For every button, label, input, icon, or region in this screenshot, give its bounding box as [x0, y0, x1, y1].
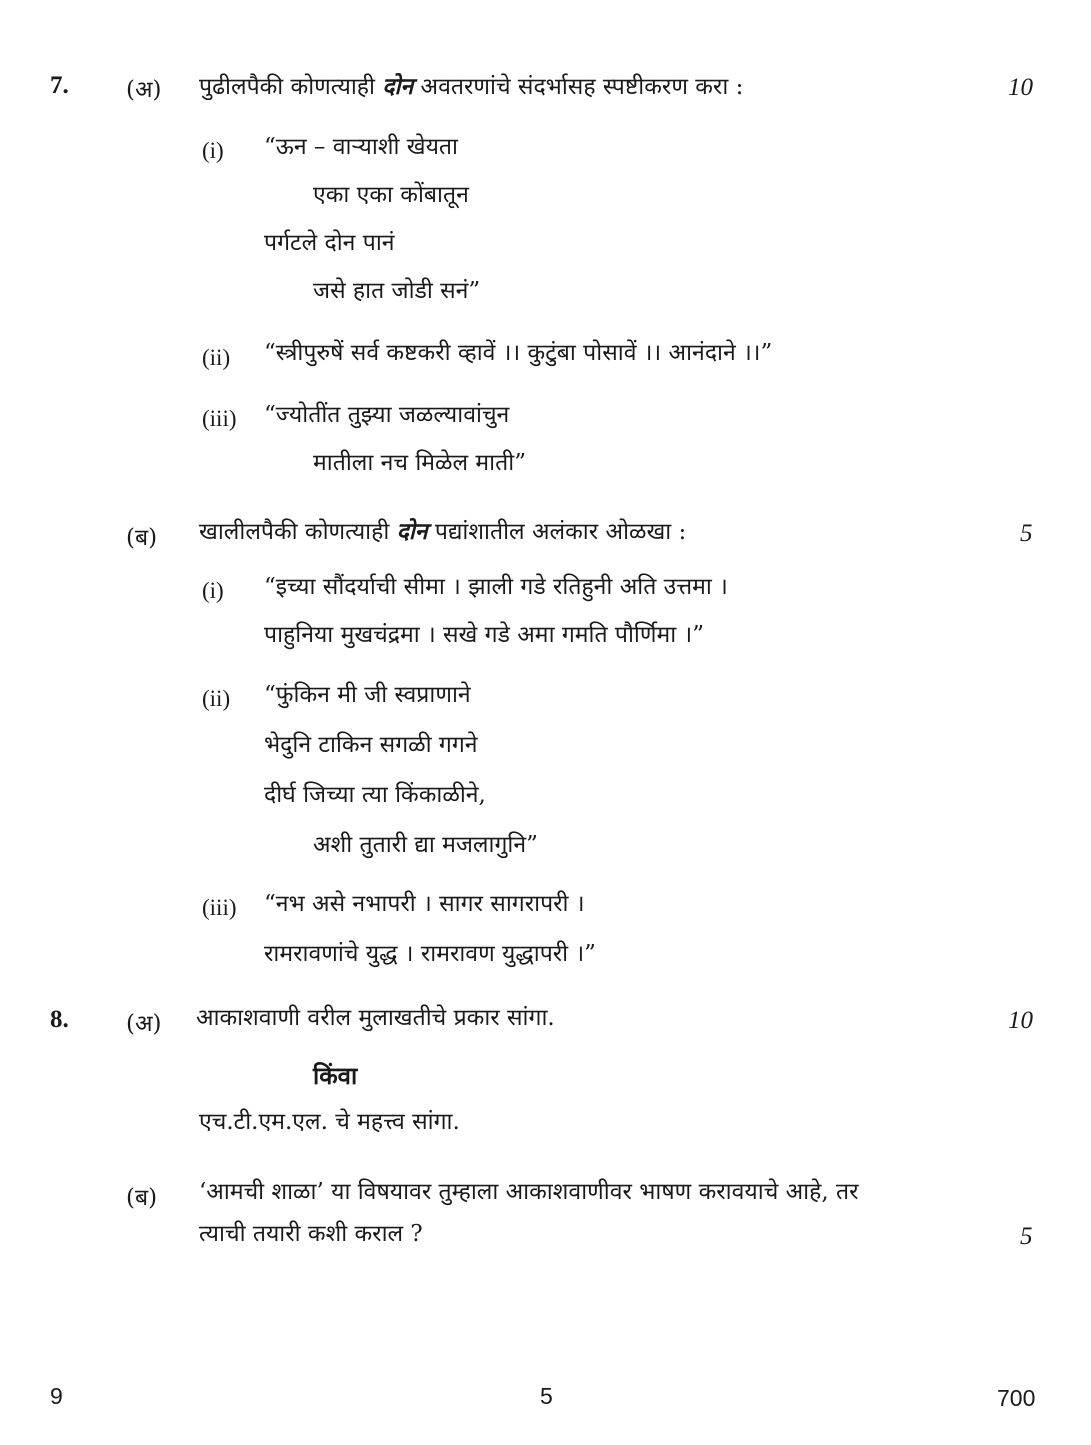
q7a-item-3-label: (iii) — [202, 406, 237, 431]
q7a-text-before: पुढीलपैकी कोणत्याही — [199, 74, 375, 100]
q7a-item-1-line-3: पर्गटले दोन पानं — [264, 230, 395, 256]
q7a-item-2-label: (ii) — [202, 345, 231, 370]
q7b-text-before: खालीलपैकी कोणत्याही — [199, 519, 390, 545]
q7a-item-3-line-1: “ज्योतींत तुझ्या जळल्यावांचुन — [264, 402, 510, 428]
q7b-item-1-line-2: पाहुनिया मुखचंद्रमा । सखे गडे अमा गमति पौर्णिमा ।” — [264, 622, 705, 648]
q8-part-a-question: आकाशवाणी वरील मुलाखतीचे प्रकार सांगा. — [196, 1005, 555, 1031]
q7b-emphasis: दोन — [396, 518, 428, 545]
q7-part-a-marks: 10 — [1008, 74, 1033, 101]
q7a-item-1-line-1: “ऊन – वाऱ्याशी खेयता — [264, 134, 458, 160]
q7b-item-2-label: (ii) — [202, 686, 231, 711]
q7a-item-3-line-2: मातीला नच मिळेल माती” — [313, 450, 526, 476]
q8-part-a-label: (अ) — [126, 1011, 162, 1037]
q7-part-b-instruction — [199, 520, 686, 544]
q7a-item-1-line-2: एका एका कोंबातून — [313, 182, 469, 208]
q7-part-a-instruction — [199, 75, 743, 99]
q7a-item-1-line-4: जसे हात जोडी सनं” — [313, 278, 481, 304]
footer-right-code: 700 — [997, 1385, 1036, 1411]
q7a-emphasis: दोन — [382, 73, 414, 100]
q8-part-a-marks: 10 — [1008, 1007, 1033, 1034]
q7b-item-1-line-1: “इच्या सौंदर्याची सीमा । झाली गडे रतिहुनी अति उत्तमा । — [264, 574, 728, 600]
q7b-item-2-line-1: “फुंकिन मी जी स्वप्राणाने — [264, 682, 471, 708]
q7b-item-2-line-2: भेदुनि टाकिन सगळी गगने — [264, 732, 478, 758]
q7b-text-after: पद्यांशातील अलंकार ओळखा : — [434, 519, 687, 545]
q7b-item-3-line-2: रामरावणांचे युद्ध । रामरावण युद्धापरी ।” — [264, 941, 596, 967]
question-8-number: 8. — [50, 1006, 69, 1033]
q7a-item-2-line-1: “स्त्रीपुरुषें सर्व कष्टकरी व्हावें ।। कुटुंबा पोसावें ।। आनंदाने ।।” — [264, 340, 773, 366]
q7a-text-after: अवतरणांचे संदर्भासह स्पष्टीकरण करा : — [420, 74, 744, 100]
q8-part-b-line-2: त्याची तयारी कशी कराल ? — [199, 1221, 423, 1247]
q7-part-b-label: (ब) — [126, 525, 158, 551]
q8-part-b-marks: 5 — [1020, 1223, 1033, 1250]
q8-part-b-label: (ब) — [126, 1185, 158, 1211]
q7b-item-3-label: (iii) — [202, 895, 237, 920]
q7-part-a-label: (अ) — [126, 77, 162, 103]
footer-left-code: 9 — [50, 1383, 63, 1409]
question-7-number: 7. — [50, 72, 69, 99]
page-number: 5 — [540, 1383, 553, 1409]
q7b-item-2-line-3: दीर्घ जिच्या त्या किंकाळीने, — [264, 782, 486, 808]
q7b-item-3-line-1: “नभ असे नभापरी । सागर सागरापरी । — [264, 891, 585, 917]
q7a-item-1-label: (i) — [202, 138, 224, 163]
q7-part-b-marks: 5 — [1020, 520, 1033, 547]
q8-part-a-alternate: एच.टी.एम.एल. चे महत्त्व सांगा. — [199, 1109, 460, 1135]
q7b-item-1-label: (i) — [202, 578, 224, 603]
q8-part-b-line-1: ‘आमची शाळा’ या विषयावर तुम्हाला आकाशवाणीवर भाषण करावयाचे आहे, तर — [199, 1179, 859, 1205]
or-separator: किंवा — [313, 1061, 358, 1090]
q7b-item-2-line-4: अशी तुतारी द्या मजलागुनि” — [313, 832, 538, 858]
